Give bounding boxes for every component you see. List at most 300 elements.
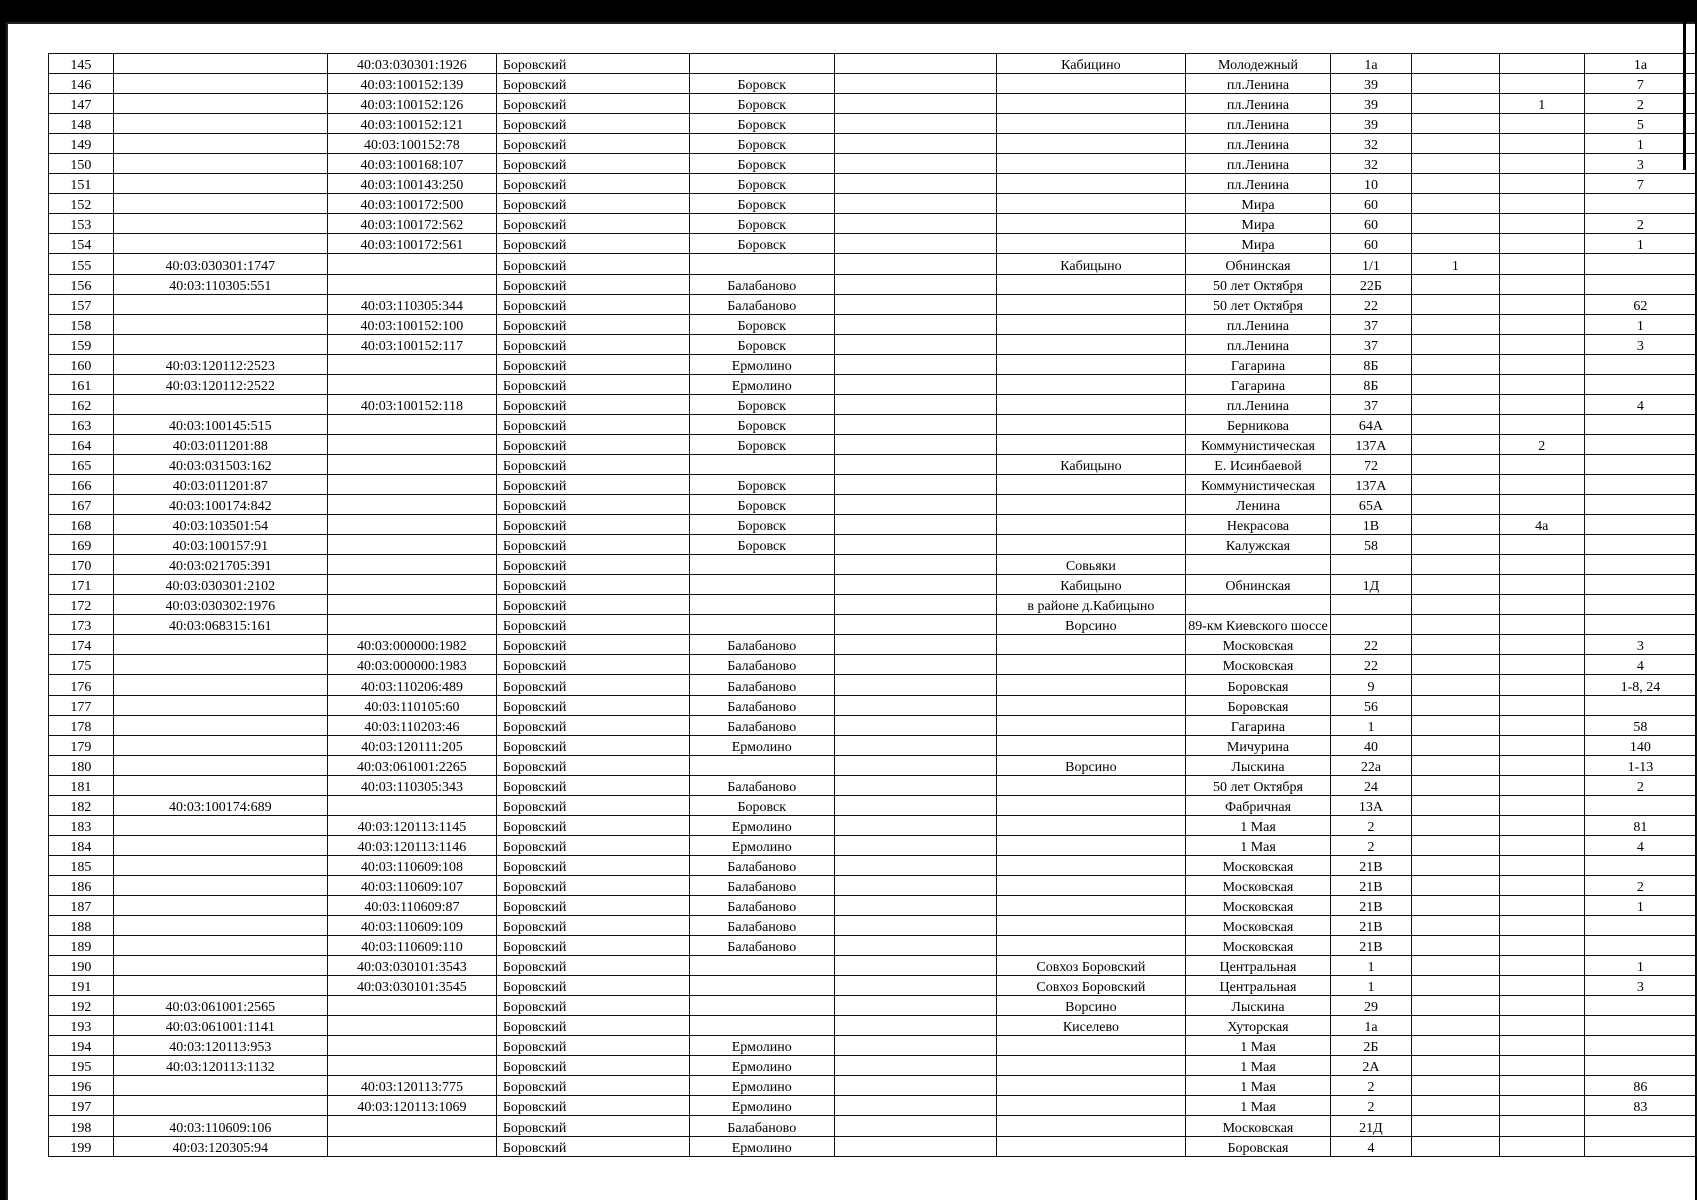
spacer-cell (834, 234, 996, 254)
row-number-cell: 174 (49, 635, 114, 655)
row-number-cell: 166 (49, 474, 114, 494)
building-number-cell (1412, 595, 1500, 615)
district-cell: Боровский (496, 695, 689, 715)
street-cell: 1 Мая (1186, 815, 1331, 835)
house-number-cell: 60 (1330, 194, 1411, 214)
locality-cell: Кабицыно (996, 575, 1186, 595)
structure-number-cell (1499, 114, 1584, 134)
cadastral-number-land-cell (113, 314, 327, 334)
cadastral-number-building-cell: 40:03:100168:107 (327, 154, 496, 174)
spacer-cell (834, 314, 996, 334)
locality-cell: Совхоз Боровский (996, 956, 1186, 976)
district-cell: Боровский (496, 875, 689, 895)
table-row (49, 655, 1697, 675)
district-cell: Боровский (496, 795, 689, 815)
building-number-cell (1412, 194, 1500, 214)
structure-number-cell (1499, 134, 1584, 154)
house-number-cell: 65А (1330, 495, 1411, 515)
row-number-cell: 179 (49, 735, 114, 755)
structure-number-cell (1499, 755, 1584, 775)
house-number-cell: 29 (1330, 996, 1411, 1016)
cadastral-number-land-cell (113, 875, 327, 895)
cadastral-number-land-cell (113, 936, 327, 956)
structure-number-cell (1499, 1096, 1584, 1116)
row-number-cell: 157 (49, 294, 114, 314)
spacer-cell (834, 755, 996, 775)
structure-number-cell (1499, 535, 1584, 555)
structure-number-cell (1499, 855, 1584, 875)
row-number-cell: 192 (49, 996, 114, 1016)
house-number-cell: 58 (1330, 535, 1411, 555)
structure-number-cell (1499, 635, 1584, 655)
locality-cell: Киселево (996, 1016, 1186, 1036)
table-row (49, 976, 1697, 996)
apartment-number-cell: 5 (1584, 114, 1696, 134)
building-number-cell (1412, 735, 1500, 755)
row-number-cell: 149 (49, 134, 114, 154)
cadastral-number-building-cell: 40:03:120113:1146 (327, 835, 496, 855)
cadastral-number-land-cell (113, 294, 327, 314)
building-number-cell (1412, 755, 1500, 775)
city-cell (689, 1016, 834, 1036)
table-row (49, 114, 1697, 134)
table-row (49, 715, 1697, 735)
table-row (49, 795, 1697, 815)
cadastral-number-land-cell (113, 1096, 327, 1116)
row-number-cell: 189 (49, 936, 114, 956)
city-cell: Балабаново (689, 775, 834, 795)
locality-cell (996, 695, 1186, 715)
street-cell: пл.Ленина (1186, 94, 1331, 114)
row-number-cell: 158 (49, 314, 114, 334)
street-cell: 50 лет Октября (1186, 775, 1331, 795)
house-number-cell: 2 (1330, 835, 1411, 855)
cadastral-number-building-cell: 40:03:110609:109 (327, 916, 496, 936)
cadastral-number-land-cell (113, 134, 327, 154)
locality-cell (996, 855, 1186, 875)
locality-cell (996, 515, 1186, 535)
apartment-number-cell (1584, 936, 1696, 956)
spacer-cell (834, 715, 996, 735)
row-number-cell: 183 (49, 815, 114, 835)
table-row (49, 855, 1697, 875)
row-number-cell: 164 (49, 434, 114, 454)
street-cell: Боровская (1186, 675, 1331, 695)
locality-cell (996, 655, 1186, 675)
spacer-cell (834, 154, 996, 174)
locality-cell (996, 294, 1186, 314)
locality-cell (996, 1076, 1186, 1096)
street-cell: Московская (1186, 855, 1331, 875)
table-row (49, 575, 1697, 595)
spacer-cell (834, 474, 996, 494)
city-cell: Ермолино (689, 1136, 834, 1156)
building-number-cell (1412, 495, 1500, 515)
structure-number-cell (1499, 555, 1584, 575)
structure-number-cell (1499, 294, 1584, 314)
spacer-cell (834, 374, 996, 394)
table-row (49, 434, 1697, 454)
cadastral-number-land-cell: 40:03:120112:2522 (113, 374, 327, 394)
cadastral-number-land-cell (113, 775, 327, 795)
building-number-cell (1412, 134, 1500, 154)
locality-cell (996, 815, 1186, 835)
house-number-cell: 56 (1330, 695, 1411, 715)
locality-cell (996, 434, 1186, 454)
spacer-cell (834, 174, 996, 194)
spacer-cell (834, 134, 996, 154)
table-row (49, 875, 1697, 895)
district-cell: Боровский (496, 575, 689, 595)
apartment-number-cell (1584, 615, 1696, 635)
row-number-cell: 190 (49, 956, 114, 976)
table-row (49, 154, 1697, 174)
cadastral-number-building-cell (327, 795, 496, 815)
cadastral-number-land-cell: 40:03:031503:162 (113, 454, 327, 474)
cadastral-number-building-cell: 40:03:100152:117 (327, 334, 496, 354)
district-cell: Боровский (496, 895, 689, 915)
table-row (49, 1056, 1697, 1076)
row-number-cell: 163 (49, 414, 114, 434)
district-cell: Боровский (496, 956, 689, 976)
city-cell: Балабаново (689, 675, 834, 695)
table-row (49, 615, 1697, 635)
locality-cell (996, 74, 1186, 94)
spacer-cell (834, 555, 996, 575)
apartment-number-cell (1584, 1016, 1696, 1036)
house-number-cell: 60 (1330, 214, 1411, 234)
spacer-cell (834, 515, 996, 535)
city-cell: Боровск (689, 114, 834, 134)
district-cell: Боровский (496, 234, 689, 254)
house-number-cell: 21В (1330, 855, 1411, 875)
locality-cell (996, 1136, 1186, 1156)
locality-cell (996, 94, 1186, 114)
spacer-cell (834, 916, 996, 936)
locality-cell (996, 214, 1186, 234)
cadastral-number-building-cell: 40:03:120111:205 (327, 735, 496, 755)
building-number-cell (1412, 174, 1500, 194)
district-cell: Боровский (496, 134, 689, 154)
house-number-cell: 21В (1330, 895, 1411, 915)
city-cell: Балабаново (689, 655, 834, 675)
city-cell (689, 615, 834, 635)
locality-cell (996, 474, 1186, 494)
district-cell: Боровский (496, 374, 689, 394)
row-number-cell: 145 (49, 54, 114, 74)
structure-number-cell (1499, 976, 1584, 996)
apartment-number-cell: 1 (1584, 895, 1696, 915)
spacer-cell (834, 695, 996, 715)
building-number-cell (1412, 1136, 1500, 1156)
structure-number-cell (1499, 74, 1584, 94)
spacer-cell (834, 434, 996, 454)
house-number-cell: 2 (1330, 815, 1411, 835)
spacer-cell (834, 1136, 996, 1156)
spacer-cell (834, 294, 996, 314)
table-row (49, 194, 1697, 214)
row-number-cell: 168 (49, 515, 114, 535)
row-number-cell: 159 (49, 334, 114, 354)
district-cell: Боровский (496, 474, 689, 494)
cadastral-number-building-cell: 40:03:100172:561 (327, 234, 496, 254)
apartment-number-cell: 58 (1584, 715, 1696, 735)
cadastral-number-land-cell (113, 194, 327, 214)
structure-number-cell (1499, 595, 1584, 615)
cadastral-number-land-cell: 40:03:011201:88 (113, 434, 327, 454)
apartment-number-cell: 1-8, 24 (1584, 675, 1696, 695)
row-number-cell: 155 (49, 254, 114, 274)
row-number-cell: 154 (49, 234, 114, 254)
district-cell: Боровский (496, 1136, 689, 1156)
table-row (49, 775, 1697, 795)
cadastral-number-land-cell: 40:03:030301:2102 (113, 575, 327, 595)
district-cell: Боровский (496, 414, 689, 434)
cadastral-number-land-cell (113, 655, 327, 675)
apartment-number-cell (1584, 495, 1696, 515)
city-cell: Балабаново (689, 895, 834, 915)
cadastral-number-land-cell: 40:03:061001:1141 (113, 1016, 327, 1036)
building-number-cell (1412, 414, 1500, 434)
cadastral-number-building-cell (327, 1016, 496, 1036)
structure-number-cell (1499, 1116, 1584, 1136)
building-number-cell (1412, 515, 1500, 535)
apartment-number-cell: 2 (1584, 214, 1696, 234)
locality-cell: Кабицыно (996, 454, 1186, 474)
apartment-number-cell (1584, 996, 1696, 1016)
house-number-cell: 1 (1330, 956, 1411, 976)
street-cell: Центральная (1186, 956, 1331, 976)
building-number-cell (1412, 1096, 1500, 1116)
spacer-cell (834, 735, 996, 755)
locality-cell (996, 394, 1186, 414)
row-number-cell: 169 (49, 535, 114, 555)
apartment-number-cell (1584, 454, 1696, 474)
building-number-cell (1412, 1016, 1500, 1036)
table-row (49, 454, 1697, 474)
cadastral-number-building-cell (327, 495, 496, 515)
city-cell: Боровск (689, 214, 834, 234)
apartment-number-cell (1584, 916, 1696, 936)
building-number-cell (1412, 615, 1500, 635)
building-number-cell (1412, 815, 1500, 835)
cadastral-number-land-cell (113, 895, 327, 915)
cadastral-number-building-cell: 40:03:110609:110 (327, 936, 496, 956)
row-number-cell: 178 (49, 715, 114, 735)
building-number-cell (1412, 434, 1500, 454)
district-cell: Боровский (496, 635, 689, 655)
street-cell: 50 лет Октября (1186, 294, 1331, 314)
apartment-number-cell (1584, 1136, 1696, 1156)
spacer-cell (834, 354, 996, 374)
structure-number-cell (1499, 695, 1584, 715)
city-cell (689, 54, 834, 74)
building-number-cell (1412, 976, 1500, 996)
locality-cell (996, 735, 1186, 755)
house-number-cell: 1Д (1330, 575, 1411, 595)
locality-cell (996, 414, 1186, 434)
locality-cell (996, 274, 1186, 294)
spacer-cell (834, 936, 996, 956)
locality-cell (996, 154, 1186, 174)
street-cell: Мичурина (1186, 735, 1331, 755)
cadastral-number-building-cell: 40:03:110305:343 (327, 775, 496, 795)
district-cell: Боровский (496, 94, 689, 114)
row-number-cell: 196 (49, 1076, 114, 1096)
table-row (49, 254, 1697, 274)
cadastral-number-building-cell: 40:03:110206:489 (327, 675, 496, 695)
building-number-cell (1412, 996, 1500, 1016)
city-cell: Боровск (689, 535, 834, 555)
spacer-cell (834, 976, 996, 996)
spacer-cell (834, 1076, 996, 1096)
structure-number-cell (1499, 895, 1584, 915)
building-number-cell (1412, 474, 1500, 494)
apartment-number-cell: 2 (1584, 94, 1696, 114)
locality-cell: Совхоз Боровский (996, 976, 1186, 996)
apartment-number-cell (1584, 795, 1696, 815)
table-row (49, 294, 1697, 314)
cadastral-number-building-cell (327, 474, 496, 494)
cadastral-number-land-cell (113, 916, 327, 936)
structure-number-cell (1499, 655, 1584, 675)
house-number-cell: 22 (1330, 655, 1411, 675)
locality-cell (996, 936, 1186, 956)
structure-number-cell: 2 (1499, 434, 1584, 454)
street-cell: пл.Ленина (1186, 334, 1331, 354)
table-row (49, 1016, 1697, 1036)
building-number-cell (1412, 635, 1500, 655)
house-number-cell (1330, 595, 1411, 615)
street-cell: пл.Ленина (1186, 314, 1331, 334)
apartment-number-cell (1584, 535, 1696, 555)
city-cell: Боровск (689, 495, 834, 515)
building-number-cell (1412, 454, 1500, 474)
house-number-cell: 1В (1330, 515, 1411, 535)
district-cell: Боровский (496, 936, 689, 956)
locality-cell (996, 535, 1186, 555)
table-row (49, 174, 1697, 194)
street-cell: пл.Ленина (1186, 394, 1331, 414)
row-number-cell: 153 (49, 214, 114, 234)
structure-number-cell (1499, 174, 1584, 194)
cadastral-number-building-cell: 40:03:061001:2265 (327, 755, 496, 775)
district-cell: Боровский (496, 1116, 689, 1136)
house-number-cell: 72 (1330, 454, 1411, 474)
apartment-number-cell (1584, 1116, 1696, 1136)
cadastral-number-land-cell: 40:03:100157:91 (113, 535, 327, 555)
building-number-cell (1412, 374, 1500, 394)
apartment-number-cell (1584, 414, 1696, 434)
apartment-number-cell: 3 (1584, 154, 1696, 174)
cadastral-number-land-cell (113, 114, 327, 134)
table-row (49, 895, 1697, 915)
cadastral-number-building-cell: 40:03:030101:3545 (327, 976, 496, 996)
house-number-cell: 21В (1330, 936, 1411, 956)
row-number-cell: 184 (49, 835, 114, 855)
street-cell: Ленина (1186, 495, 1331, 515)
row-number-cell: 195 (49, 1056, 114, 1076)
house-number-cell: 64А (1330, 414, 1411, 434)
house-number-cell: 9 (1330, 675, 1411, 695)
structure-number-cell (1499, 1036, 1584, 1056)
building-number-cell (1412, 1036, 1500, 1056)
street-cell: пл.Ленина (1186, 174, 1331, 194)
street-cell: Обнинская (1186, 254, 1331, 274)
cadastral-number-building-cell: 40:03:030101:3543 (327, 956, 496, 976)
city-cell: Боровск (689, 474, 834, 494)
structure-number-cell (1499, 454, 1584, 474)
spacer-cell (834, 74, 996, 94)
house-number-cell: 4 (1330, 1136, 1411, 1156)
locality-cell (996, 1116, 1186, 1136)
city-cell: Балабаново (689, 274, 834, 294)
apartment-number-cell: 140 (1584, 735, 1696, 755)
street-cell (1186, 595, 1331, 615)
building-number-cell (1412, 575, 1500, 595)
spacer-cell (834, 1036, 996, 1056)
district-cell: Боровский (496, 555, 689, 575)
city-cell: Боровск (689, 795, 834, 815)
table-row (49, 555, 1697, 575)
city-cell: Балабаново (689, 635, 834, 655)
structure-number-cell (1499, 575, 1584, 595)
apartment-number-cell: 83 (1584, 1096, 1696, 1116)
table-row (49, 474, 1697, 494)
apartment-number-cell (1584, 374, 1696, 394)
building-number-cell (1412, 54, 1500, 74)
house-number-cell: 2 (1330, 1096, 1411, 1116)
spacer-cell (834, 956, 996, 976)
structure-number-cell (1499, 715, 1584, 735)
spacer-cell (834, 1116, 996, 1136)
cadastral-number-land-cell: 40:03:030301:1747 (113, 254, 327, 274)
cadastral-number-building-cell: 40:03:100152:139 (327, 74, 496, 94)
locality-cell (996, 1056, 1186, 1076)
table-row (49, 535, 1697, 555)
table-row (49, 936, 1697, 956)
district-cell: Боровский (496, 394, 689, 414)
cadastral-number-building-cell: 40:03:110105:60 (327, 695, 496, 715)
building-number-cell (1412, 535, 1500, 555)
apartment-number-cell: 1 (1584, 234, 1696, 254)
district-cell: Боровский (496, 354, 689, 374)
cadastral-number-building-cell (327, 535, 496, 555)
apartment-number-cell (1584, 434, 1696, 454)
district-cell: Боровский (496, 735, 689, 755)
cadastral-number-land-cell (113, 94, 327, 114)
cadastral-number-building-cell (327, 555, 496, 575)
locality-cell (996, 835, 1186, 855)
cadastral-number-building-cell: 40:03:110609:87 (327, 895, 496, 915)
locality-cell (996, 114, 1186, 134)
structure-number-cell (1499, 675, 1584, 695)
cadastral-number-land-cell: 40:03:100145:515 (113, 414, 327, 434)
apartment-number-cell (1584, 555, 1696, 575)
building-number-cell (1412, 314, 1500, 334)
spacer-cell (834, 655, 996, 675)
district-cell: Боровский (496, 1036, 689, 1056)
spacer-cell (834, 595, 996, 615)
cadastral-number-land-cell (113, 976, 327, 996)
street-cell: 50 лет Октября (1186, 274, 1331, 294)
structure-number-cell (1499, 916, 1584, 936)
locality-cell (996, 1096, 1186, 1116)
building-number-cell (1412, 936, 1500, 956)
structure-number-cell (1499, 354, 1584, 374)
locality-cell (996, 715, 1186, 735)
street-cell: Московская (1186, 635, 1331, 655)
